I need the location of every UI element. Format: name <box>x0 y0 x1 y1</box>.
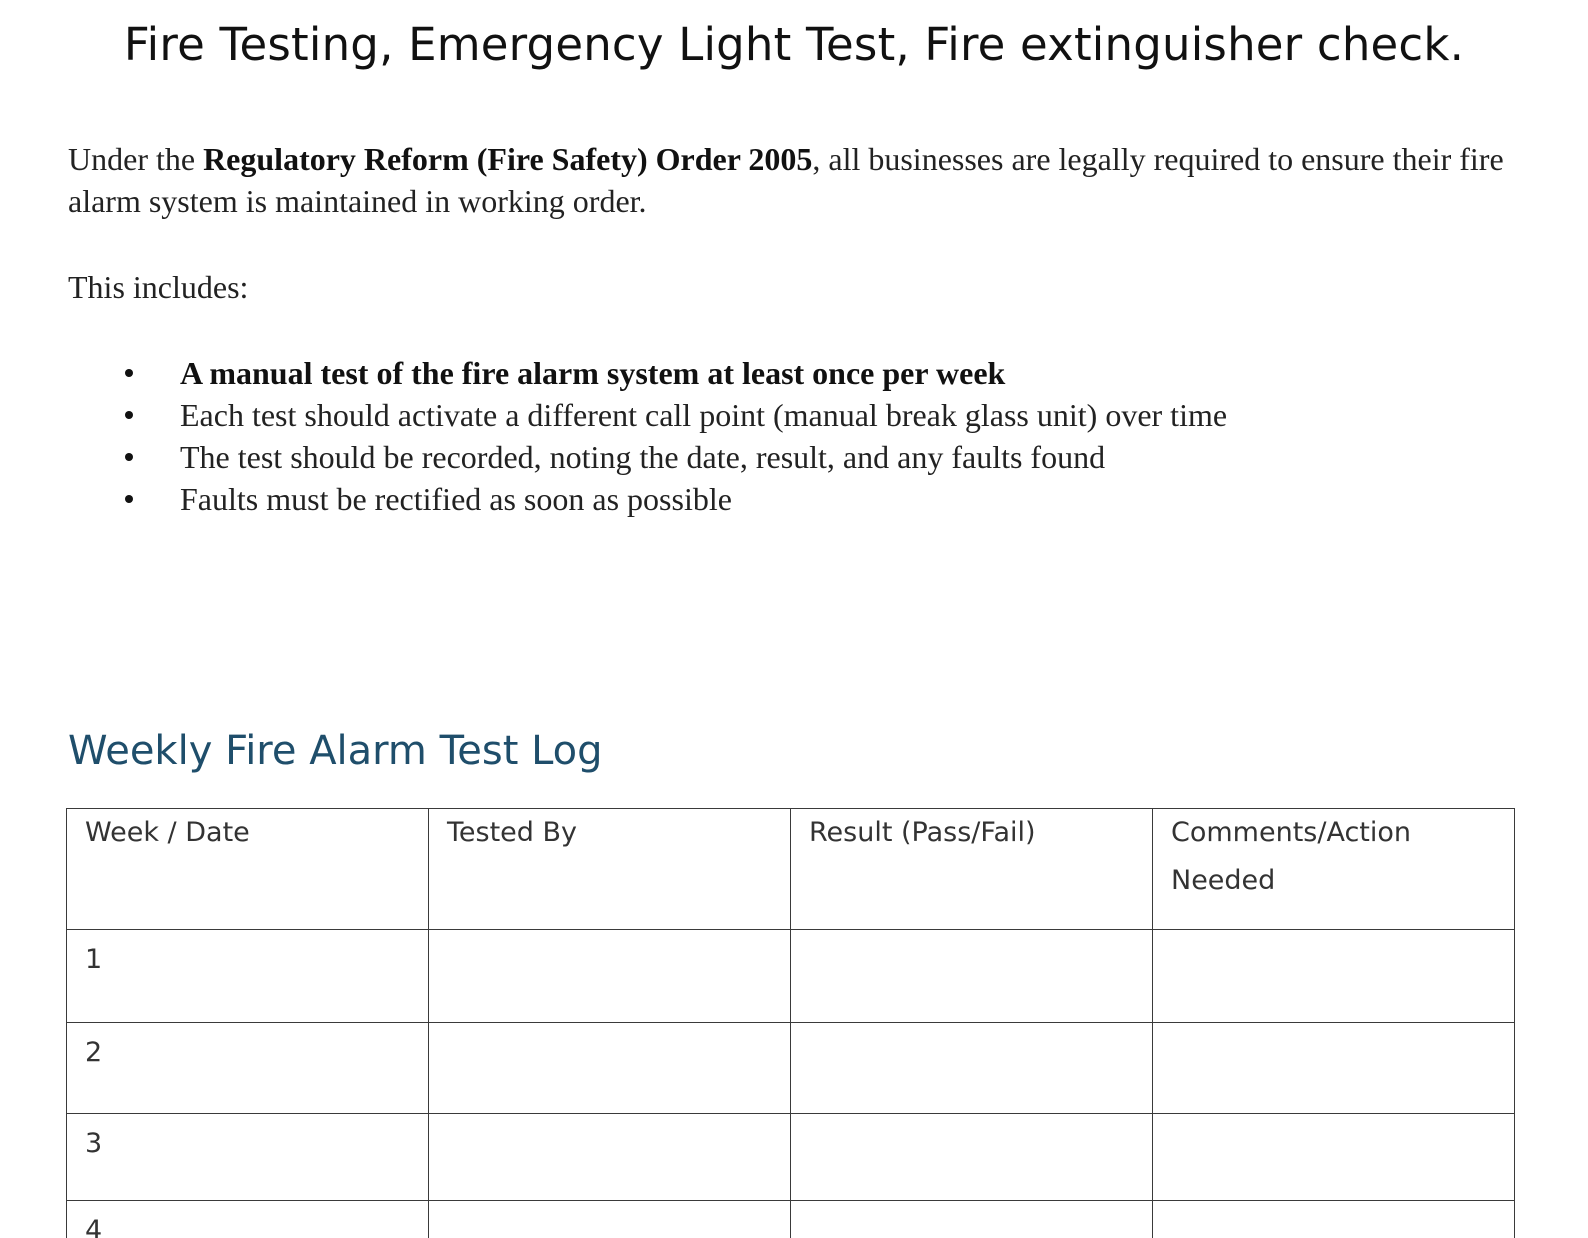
requirement-text: Faults must be rectified as soon as possible <box>180 481 732 517</box>
comments-cell[interactable] <box>1153 1201 1515 1238</box>
intro-paragraph <box>68 138 1528 222</box>
tested-by-cell[interactable] <box>429 1114 791 1201</box>
list-item <box>0 478 1227 520</box>
includes-label: This includes: <box>68 269 249 305</box>
intro-suffix: , all businesses are legally required to ensure their fire alarm system is maintained in working order. <box>68 141 1504 219</box>
tested-by-cell[interactable] <box>429 930 791 1023</box>
regulation-name: Regulatory Reform (Fire Safety) Order 2005 <box>203 141 813 177</box>
requirement-text: A manual test of the fire alarm system at least once per week <box>180 355 1006 391</box>
test-log-table <box>66 808 1515 1238</box>
bullet-icon <box>125 495 133 503</box>
tested-by-cell[interactable] <box>429 1023 791 1114</box>
intro-prefix: Under the <box>68 141 204 177</box>
table-row <box>67 1201 1515 1238</box>
comments-cell[interactable] <box>1153 930 1515 1023</box>
result-cell[interactable] <box>791 930 1153 1023</box>
requirement-text: Each test should activate a different call point (manual break glass unit) over time <box>180 397 1228 433</box>
comments-cell[interactable] <box>1153 1114 1515 1201</box>
bullet-icon <box>125 369 133 377</box>
table-header-row <box>67 809 1515 930</box>
column-header-comments: Comments/Action Needed <box>1153 809 1515 930</box>
result-cell[interactable] <box>791 1023 1153 1114</box>
list-item <box>0 352 1227 394</box>
tested-by-cell[interactable] <box>429 1201 791 1238</box>
result-cell[interactable] <box>791 1201 1153 1238</box>
requirement-text: The test should be recorded, noting the date, result, and any faults found <box>180 439 1106 475</box>
list-item <box>0 394 1227 436</box>
column-header-week-date: Week / Date <box>67 809 429 930</box>
bullet-icon <box>125 453 133 461</box>
table-row <box>67 930 1515 1023</box>
page-title: Fire Testing, Emergency Light Test, Fire extinguisher check. <box>123 18 1465 71</box>
week-cell[interactable]: 1 <box>67 930 429 1023</box>
requirements-list <box>0 352 1227 520</box>
week-cell[interactable]: 2 <box>67 1023 429 1114</box>
result-cell[interactable] <box>791 1114 1153 1201</box>
bullet-icon <box>125 411 133 419</box>
week-cell[interactable]: 4 <box>67 1201 429 1238</box>
table-row <box>67 1023 1515 1114</box>
list-item <box>0 436 1227 478</box>
comments-cell[interactable] <box>1153 1023 1515 1114</box>
column-header-result: Result (Pass/Fail) <box>791 809 1153 930</box>
log-heading: Weekly Fire Alarm Test Log <box>68 728 603 774</box>
column-header-tested-by: Tested By <box>429 809 791 930</box>
table-row <box>67 1114 1515 1201</box>
week-cell[interactable]: 3 <box>67 1114 429 1201</box>
